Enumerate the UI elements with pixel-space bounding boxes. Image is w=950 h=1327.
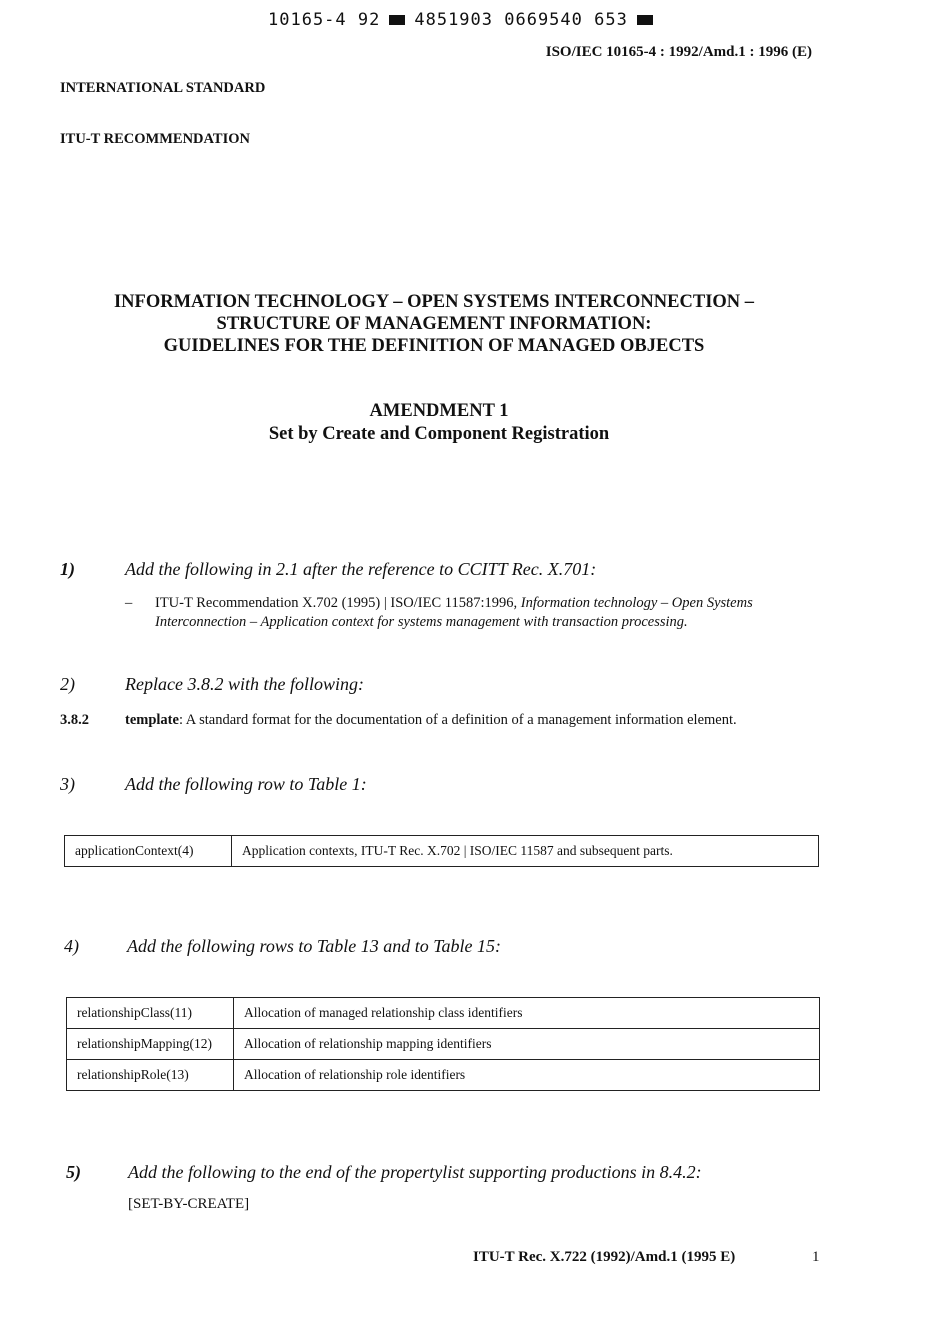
footer-reference: ITU-T Rec. X.722 (1992)/Amd.1 (1995 E) [473,1249,736,1265]
section-number: 1) [60,559,75,579]
title-line-2: STRUCTURE OF MANAGEMENT INFORMATION: [216,314,652,334]
table-cell-name: relationshipMapping(12) [67,1029,234,1060]
production-keyword: [SET-BY-CREATE] [128,1196,250,1212]
reference-text [155,594,820,632]
title-line-1: INFORMATION TECHNOLOGY – OPEN SYSTEMS INTERCONNECTION – [113,292,755,312]
definition-text [125,712,737,729]
section-instruction: Add the following row to Table 1: [125,774,367,794]
code-part-2: 4851903 0669540 653 [414,10,628,30]
document-title [0,291,868,357]
section-instruction: Add the following to the end of the propertylist supporting productions in 8.4.2: [128,1162,702,1182]
section-instruction: Replace 3.8.2 with the following: [125,674,364,694]
definition-number: 3.8.2 [60,712,89,728]
section-number: 4) [64,936,79,956]
document-id: ISO/IEC 10165-4 : 1992/Amd.1 : 1996 (E) [545,44,812,60]
table-cell-name: applicationContext(4) [65,836,232,867]
amendment-subtitle: Set by Create and Component Registration [268,424,610,444]
document-code-line [268,10,662,30]
table-cell-description: Allocation of relationship mapping identifiers [234,1029,820,1060]
table-cell-description: Allocation of relationship role identifiers [234,1060,820,1091]
table-row [67,1029,820,1060]
section-instruction: Add the following rows to Table 13 and to Table 15: [127,936,502,956]
barcode-block-icon [389,15,405,25]
amendment-heading [0,400,878,446]
table-row [67,998,820,1029]
reference-plain: ITU-T Recommendation X.702 (1995) | ISO/IEC 11587:1996, [155,595,521,611]
list-dash: – [125,595,133,611]
barcode-block-icon [637,15,653,25]
definition-body: : A standard format for the documentation of a definition of a management information element. [178,712,737,728]
international-standard-label: INTERNATIONAL STANDARD [60,80,266,96]
itu-recommendation-label: ITU-T RECOMMENDATION [60,131,250,147]
section-number: 5) [66,1162,81,1182]
table-cell-description: Allocation of managed relationship class identifiers [234,998,820,1029]
table-13-rows [66,997,820,1091]
amendment-number: AMENDMENT 1 [369,401,509,421]
table-cell-name: relationshipRole(13) [67,1060,234,1091]
section-instruction: Add the following in 2.1 after the reference to CCITT Rec. X.701: [125,559,597,579]
page-number: 1 [812,1249,820,1265]
definition-term: template [125,712,179,728]
table-1-row [64,835,819,867]
section-number: 3) [60,774,75,794]
section-number: 2) [60,674,75,694]
reference-italic: Information technology – Open Systems Interconnection – Application context for systems management with transaction processing. [155,595,753,630]
title-line-3: GUIDELINES FOR THE DEFINITION OF MANAGED OBJECTS [163,336,705,356]
table-row [67,1060,820,1091]
table-row [65,836,819,867]
table-cell-description: Application contexts, ITU-T Rec. X.702 | ISO/IEC 11587 and subsequent parts. [232,836,819,867]
code-part-1: 10165-4 92 [268,10,381,30]
table-cell-name: relationshipClass(11) [67,998,234,1029]
